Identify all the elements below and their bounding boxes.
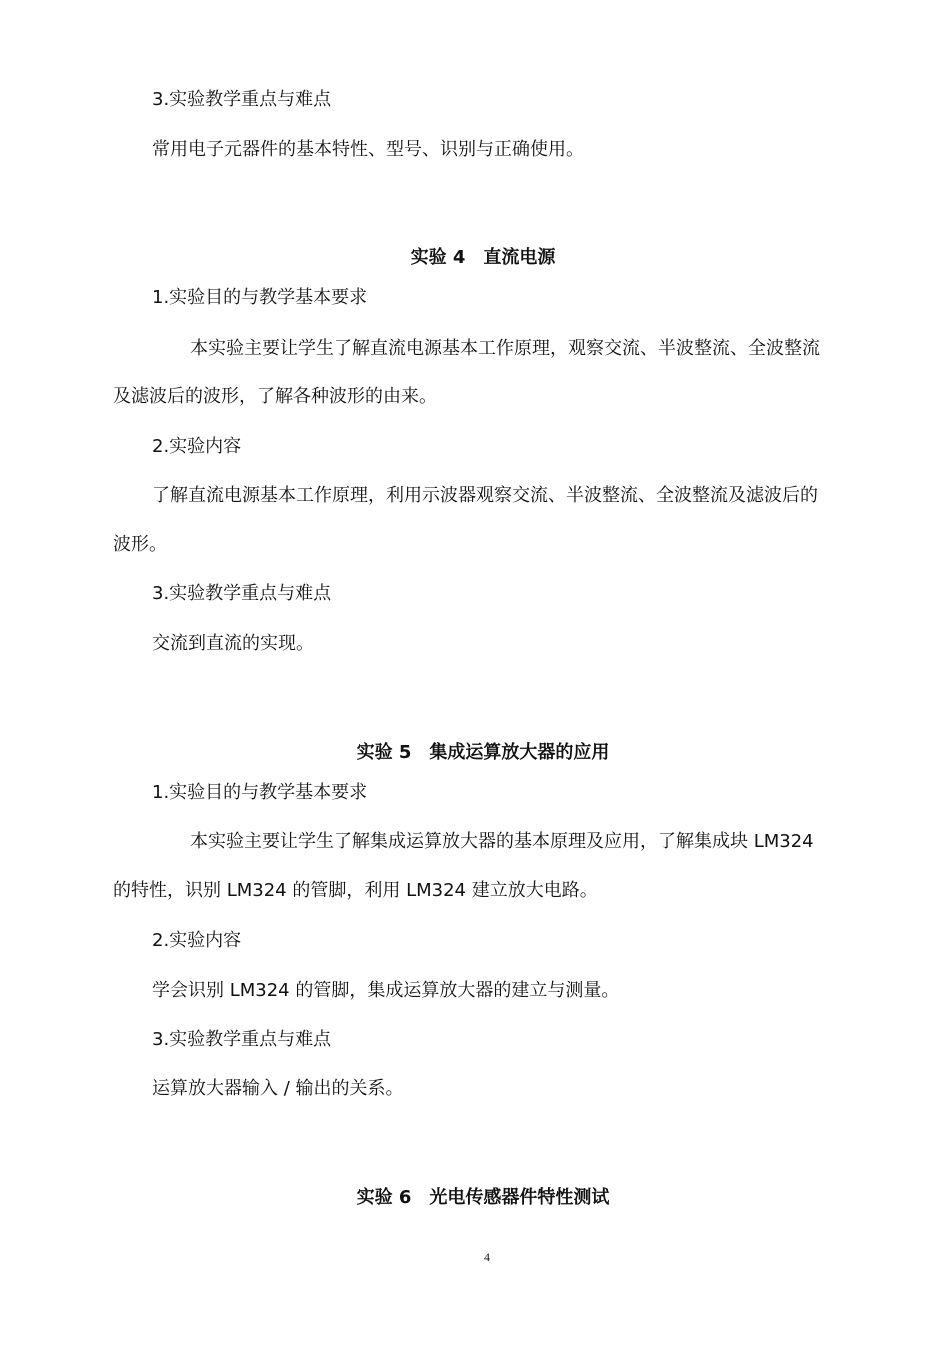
experiment-title: 实验 4 直流电源 [410, 247, 556, 268]
experiment-title: 实验 5 集成运算放大器的应用 [356, 742, 610, 763]
section-heading: 2.实验内容 [152, 436, 242, 457]
paragraph-line: 运算放大器输入 / 输出的关系。 [152, 1078, 404, 1099]
section-heading: 1.实验目的与教学基本要求 [152, 287, 368, 308]
section-heading: 3.实验教学重点与难点 [152, 89, 332, 110]
paragraph-line: 本实验主要让学生了解直流电源基本工作原理，观察交流、半波整流、全波整流 [190, 338, 820, 359]
page-number: 4 [484, 1250, 490, 1264]
paragraph-line: 交流到直流的实现。 [152, 633, 314, 654]
paragraph-line: 常用电子元器件的基本特性、型号、识别与正确使用。 [152, 139, 584, 160]
section-heading: 2.实验内容 [152, 930, 242, 951]
experiment-title: 实验 6 光电传感器件特性测试 [356, 1187, 610, 1208]
paragraph-line: 学会识别 LM324 的管脚，集成运算放大器的建立与测量。 [152, 980, 620, 1001]
paragraph-line: 波形。 [113, 534, 167, 555]
paragraph-line: 了解直流电源基本工作原理，利用示波器观察交流、半波整流、全波整流及滤波后的 [152, 485, 818, 506]
section-heading: 3.实验教学重点与难点 [152, 1029, 332, 1050]
paragraph-line: 及滤波后的波形，了解各种波形的由来。 [113, 386, 437, 407]
paragraph-line: 本实验主要让学生了解集成运算放大器的基本原理及应用，了解集成块 LM324 [190, 831, 814, 852]
paragraph-line: 的特性，识别 LM324 的管脚，利用 LM324 建立放大电路。 [113, 880, 598, 901]
section-heading: 3.实验教学重点与难点 [152, 583, 332, 604]
section-heading: 1.实验目的与教学基本要求 [152, 782, 368, 803]
